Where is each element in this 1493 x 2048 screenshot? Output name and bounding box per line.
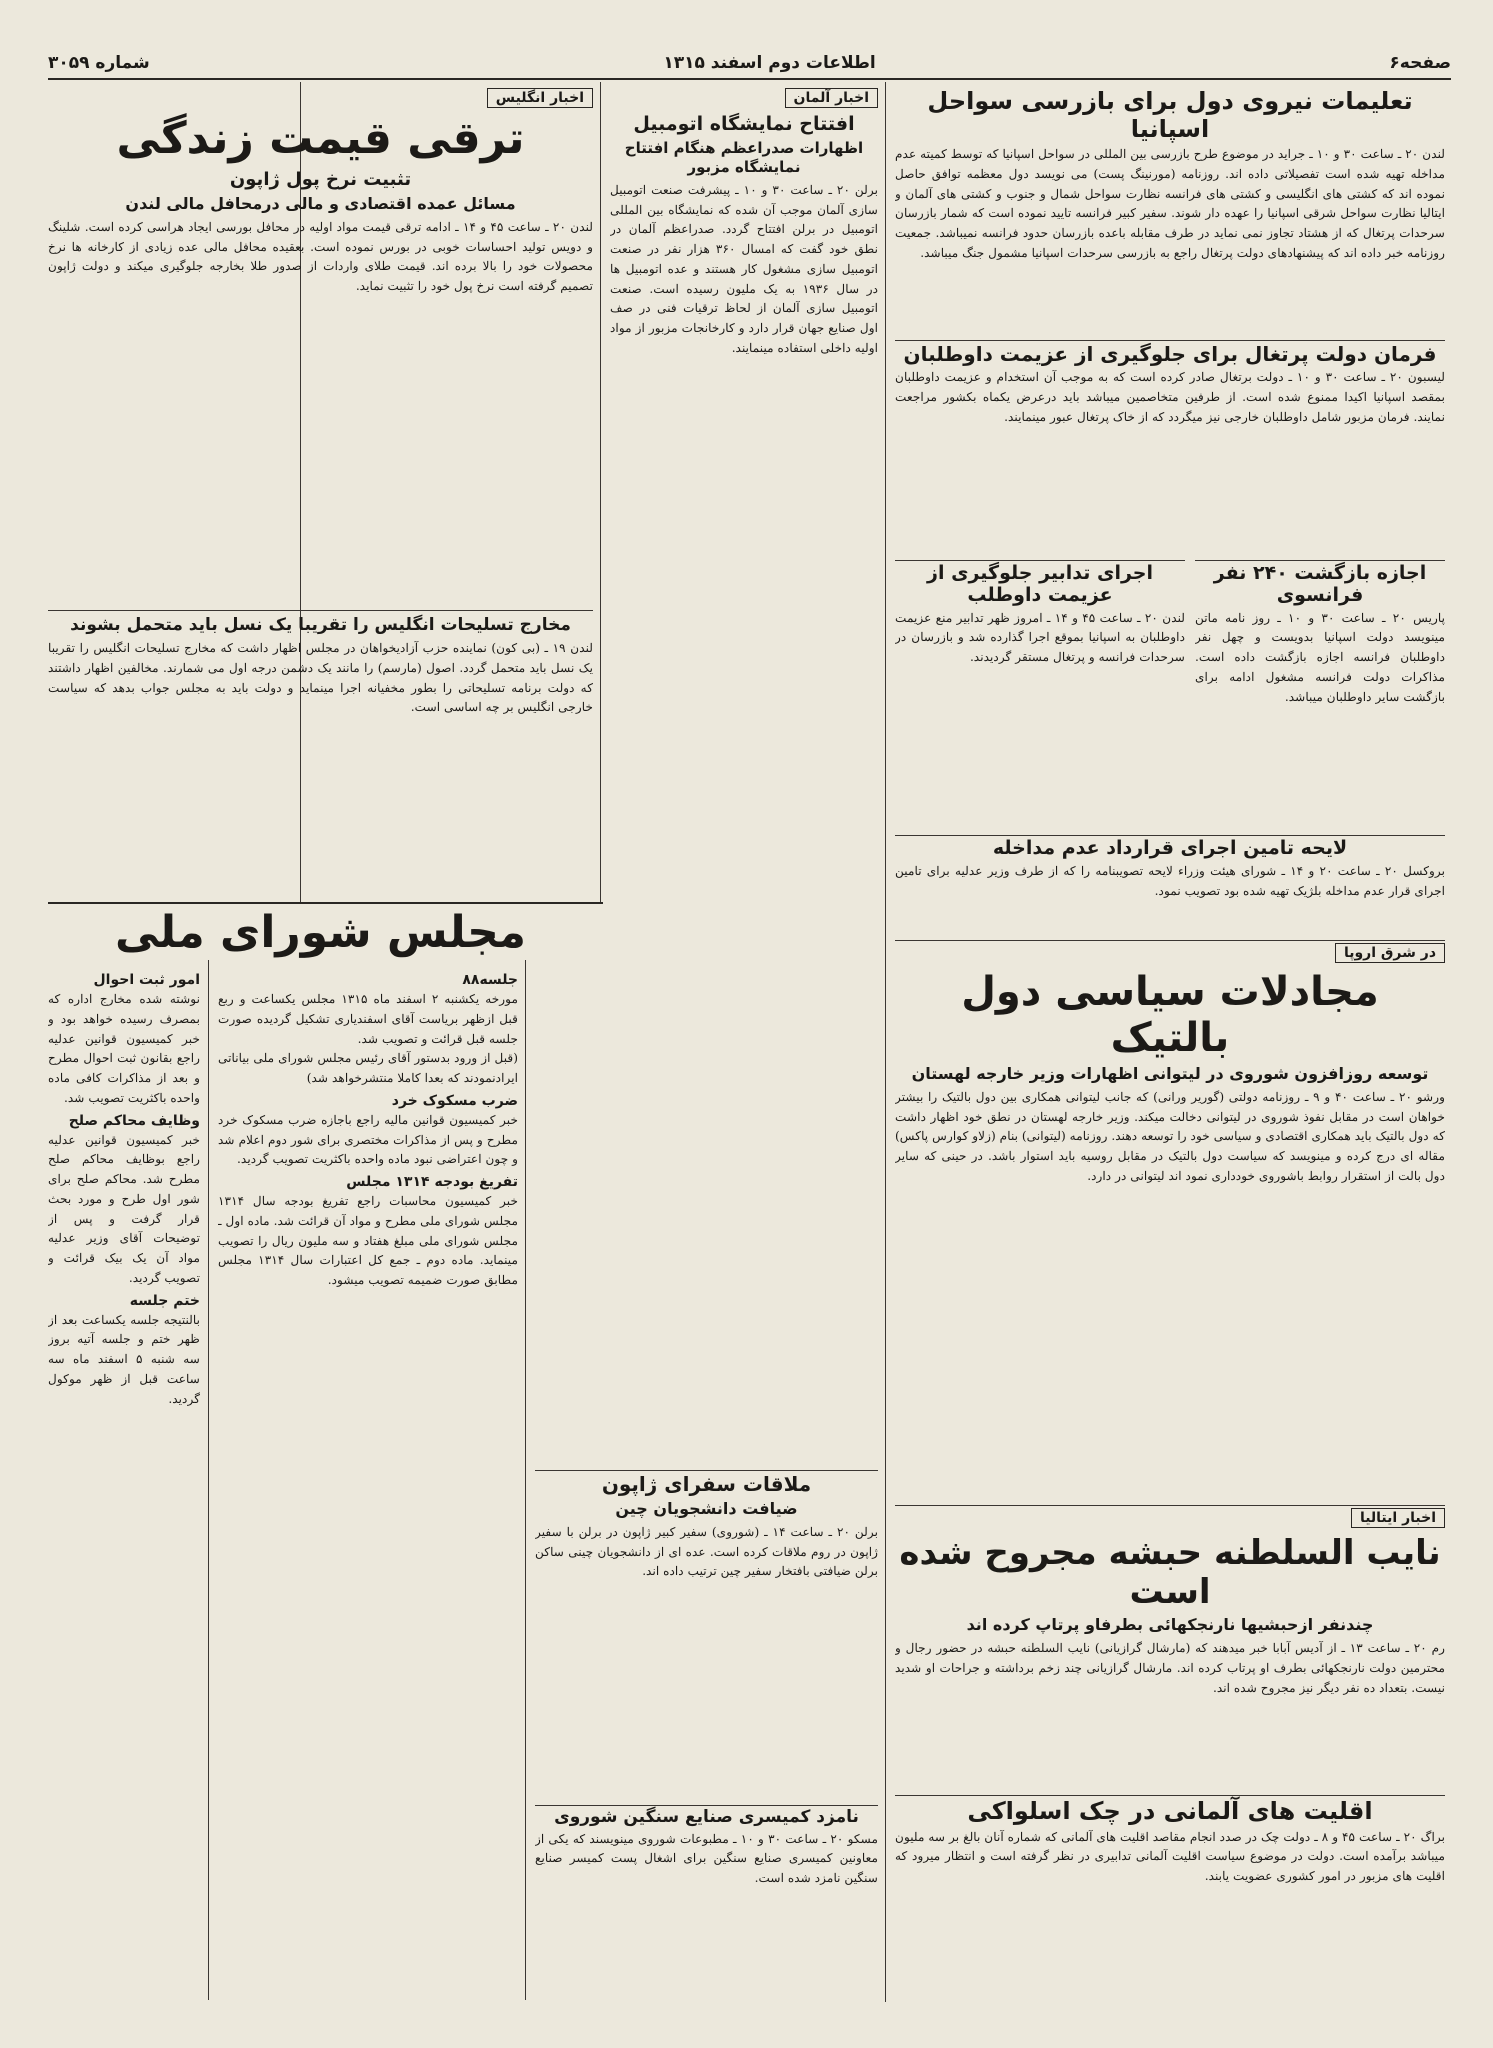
article-spain — [895, 86, 1445, 336]
article-body: ورشو ۲۰ ـ ساعت ۴۰ و ۹ ـ روزنامه دولتی (گوریر ورانی) که جانب لیتوانی همکاری بین دول بالتیک را بیشتر خواهان است در مقابل نفوذ شوروی در لیتوانی دخالت میکند. وزیر خارجه لهستان در نطق خود اظهار داشت که دول بالتیک باید همکاری اقتصادی و سیاسی خود را توسعه دهند. روزنامه (لیتوانی) بنام (زلاو کوارس پاکس) مقاله ای درج کرده و مینویسد که سیاست دول بالتیک در مقابل روسیه باید استوار باشد. در حینی که سایر دول بالت از استقرار روابط باشوروی خودداری نمود اند لیتوانی در دارد. — [895, 1089, 1445, 1183]
majlis-subhead-1: ضرب مسکوک خرد — [391, 1092, 518, 1109]
section-rule — [48, 902, 603, 904]
majlis-title: مجلس شورای ملی — [114, 907, 527, 958]
article-body: بروکسل ۲۰ ـ ساعت ۲۰ و ۱۴ ـ شورای هیئت وزراء لایحه تصویبنامه را که از طرف وزیر عدلیه برای تامین اجرای قرار عدم مداخله بلژیک تهیه شده بود تصویب نمود. — [895, 863, 1445, 898]
majlis-subhead-4: وظایف محاکم صلح — [68, 1112, 200, 1129]
article-title: افتتاح نمایشگاه اتومبیل — [633, 113, 855, 135]
article-czech — [895, 1795, 1445, 2001]
section-label-germany: اخبار آلمان — [785, 88, 878, 108]
article-subtitle: ضیافت دانشجویان چین — [615, 1499, 798, 1518]
article-title: مجادلات سیاسی دول بالتیک — [961, 969, 1379, 1061]
majlis-session: جلسه۸۸ — [462, 972, 518, 988]
article-soviet-industry — [535, 1805, 878, 2001]
article-subtitle: چندنفر ازحبشیها نارنجکهائی بطرفاو پرتاپ کرده اند — [966, 1615, 1374, 1635]
article-title: ملاقات سفرای ژاپون — [601, 1472, 812, 1496]
article-subtitle: تثبیت نرخ پول ژاپون — [229, 168, 412, 190]
page-header — [48, 48, 1451, 80]
majlis-body-6: بالنتیجه جلسه یکساعت بعد از ظهر ختم و جلسه آتیه بروز سه شنبه ۵ اسفند ماه سه ساعت قبل از ظهر موکول گردید. — [48, 1312, 200, 1406]
majlis-body-5: خبر کمیسیون قوانین عدلیه راجع بوظایف محاکم صلح مطرح شد. محاکم صلح برای شور اول طرح و مورد بحث قرار گرفت و پس از توضیحات آقای وزیر عدلیه مواد آن یک بیک قرائت و تصویب گردید. — [48, 1132, 200, 1285]
article-body: لندن ۲۰ ـ ساعت ۴۵ و ۱۴ ـ امروز ظهر تدابیر منع عزیمت داوطلبان به اسپانیا بموقع اجرا گذارده شد و بازرسان در سرحدات فرانسه و پرتغال مستقر گردیدند. — [895, 610, 1185, 665]
majlis-subhead-3: امور ثبت احوال — [93, 972, 200, 988]
article-armament — [48, 610, 593, 899]
article-title: اجازه بازگشت ۲۴۰ نفر فرانسوی — [1213, 562, 1427, 606]
article-title: ترقی قیمت زندگی — [116, 113, 525, 164]
column-rule — [600, 82, 601, 902]
article-body: لندن ۲۰ ـ ساعت ۳۰ و ۱۰ ـ جراید در موضوع طرح بازرسی بین المللی در سواحل اسپانیا که توسط کمیته عدم مداخله تهیه شده است تفصیلاتی داده اند. روزنامه (مورنینگ پست) می نویسد دول معظمه توافق حاصل نموده اند که کشتی های انگلیسی و کشتی های فرانسه نظارت سواحل شمال و جنوب و کشتی های آلمان و ایتالیا نظارت سواحل شرقی اسپانیا را عهده دار شوند. سفیر کبیر فرانسه تایید نموده است که شمار بازرسان سرحدات پرتغال که از هشتاد تجاوز نمی نماید در طرف مقابله باعده بازرسان حدود فرانسه نمیباشد. جمعیت روزنامه خبر داده اند که پیشنهادهای دولت پرتغال راجع به بازرسی سرحدات اسپانیا مشمول جنگ میباشد. — [895, 147, 1445, 261]
majlis-intro: مورخه یکشنبه ۲ اسفند ماه ۱۳۱۵ مجلس یکساعت و ربع قبل ازظهر بریاست آقای اسفندیاری تشکیل گردیده صورت جلسه قبل قرائت و تصویب شد. — [218, 992, 518, 1046]
column-rule — [525, 960, 526, 2000]
majlis-title-block — [48, 906, 593, 964]
article-japan-students — [535, 1470, 878, 1801]
article-title: تعلیمات نیروی دول برای بازرسی سواحل اسپانیا — [927, 87, 1413, 143]
article-title: اقلیت های آلمانی در چک اسلواکی — [967, 1797, 1373, 1825]
article-ethiopia — [895, 1505, 1445, 1791]
column-rule — [208, 960, 209, 2000]
section-label-england: اخبار انگلیس — [487, 88, 593, 108]
majlis-body-1: (قبل از ورود بدستور آقای رئیس مجلس شورای ملی بیاناتی ایرادنمودند که بعدا کاملا منتشرخواهد شد) — [218, 1051, 518, 1086]
article-france — [1195, 560, 1445, 831]
article-title: اجرای تدابیر جلوگیری از عزیمت داوطلب — [927, 562, 1153, 606]
article-body: لندن ۲۰ ـ ساعت ۴۵ و ۱۴ ـ ادامه ترقی قیمت مواد اولیه در محافل بورسی ایجاد هراسی کرده است. شلینگ و دویس تولید احساسات خوبی در بورس نموده است. بعقیده محافل مالی عده زیادی از کارخانه ها نرخ محصولات خود را بالا برده اند. قیمت طلای واردات از صدور طلا بخارجه جلوگیری میکند و دولت ژاپون تصمیم گرفته است نرخ پول خود را تثبیت نماید. — [48, 219, 593, 294]
article-body: برلن ۲۰ ـ ساعت ۳۰ و ۱۰ ـ پیشرفت صنعت اتومبیل سازی آلمان موجب آن شده که نمایشگاه بین المللی اتومبیل در برلن افتتاح گردد. صدراعظم آلمان در نطق خود گفت که امسال ۳۶۰ هزار نفر در صنعت اتومبیل سازی مشغول کار هستند و عده اتومبیل ها در سال ۱۹۳۶ به یک ملیون رسیده است. صنعت اتومبیل سازی آلمان از لحاظ ترقیات فنی در صف اول صنایع جهان قرار دارد و کارخانجات مزبور از مواد اولیه داخلی استفاده مینمایند. — [610, 182, 878, 355]
issue-number: شماره ۳۰۵۹ — [48, 53, 150, 73]
article-title: فرمان دولت پرتغال برای جلوگیری از عزیمت داوطلبان — [903, 342, 1437, 366]
majlis-subhead-5: ختم جلسه — [129, 1292, 200, 1309]
majlis-column-right — [218, 968, 518, 2000]
article-title: نامزد کمیسری صنایع سنگین شوروی — [554, 1807, 859, 1827]
article-body: پاریس ۲۰ ـ ساعت ۳۰ و ۱۰ ـ روز نامه ماتن مینویسد دولت اسپانیا بدویست و چهل نفر داوطلبان فرانسه اجازه بازگشت داده است. مذاکرات دولت فرانسه مشغول ادامه برای بازگشت سایر داوطلبان میباشد. — [1195, 610, 1445, 704]
article-title: لایحه تامین اجرای قرارداد عدم مداخله — [992, 837, 1348, 859]
article-title: نایب السلطنه حبشه مجروح شده است — [899, 1533, 1441, 1613]
article-title: مخارج تسلیحات انگلیس را تقریبا یک نسل باید متحمل بشوند — [70, 615, 571, 635]
article-body: رم ۲۰ ـ ساعت ۱۳ ـ از آدیس آبابا خبر میدهند که (مارشال گرازیانی) نایب السلطنه حبشه در حضور رجال و محترمین دولت نارنجکهائی بطرف او پرتاب کرده اند. مارشال گرازیانی چند زخم برداشته و جراحات او شدید نیست. بتعداد ده نفر دیگر نیز مجروح شده اند. — [895, 1640, 1445, 1695]
majlis-body-2: خبر کمیسیون قوانین مالیه راجع باجازه ضرب مسکوک خرد مطرح و پس از مذاکرات مختصری برای شور دوم اعلام شد و چون اعتراضی نبود ماده واحده باکثریت تصویب گردید. — [218, 1112, 518, 1167]
article-body: لندن ۱۹ ـ (بی کون) نماینده حزب آزادیخواهان در مجلس اظهار داشت که مخارج تسلیحات انگلیس را تقریبا یک نسل باید متحمل گردد. اصول (مارسم) را مانند یک دشمن درجه اول می شمارند. مخالفین اظهار داشتند که دولت برنامه تسلیحاتی را بطور مخفیانه اجرا مینماید و دولت باید به مجلس جواب بدهد که سیاست خارجی انگلیس بر چه اساسی است. — [48, 641, 593, 715]
majlis-column-left — [48, 968, 200, 2000]
article-body: مسکو ۲۰ ـ ساعت ۳۰ و ۱۰ ـ مطبوعات شوروی مینویسند که یکی از معاونین کمیسری صنایع سنگین برای اشغال پست کمیسر صنایع سنگین نامزد شده است. — [535, 1831, 878, 1886]
article-spain-measures — [895, 560, 1185, 831]
majlis-subhead-2: تفریغ بودجه ۱۳۱۴ مجلس — [346, 1174, 518, 1191]
article-baltic — [895, 940, 1445, 1501]
majlis-body-3: خبر کمیسیون محاسبات راجع تفریغ بودجه سال ۱۳۱۴ مجلس شورای ملی مطرح و مواد آن قرائت شد. ماده اول ـ مجلس شورای ملی مبلغ هفتاد و سه ملیون ریال را تصویب مینماید. ماده دوم ـ جمع کل اعتبارات سال ۱۳۱۴ مجلس مطابق صورت ضمیمه تصویب میشود. — [218, 1194, 518, 1288]
masthead-date: اطلاعات دوم اسفند ۱۳۱۵ — [663, 53, 876, 73]
article-body: برلن ۲۰ ـ ساعت ۱۴ ـ (شوروی) سفیر کبیر ژاپون در برلن با سفیر ژاپون در روم ملاقات کرده است. عده ای از دانشجویان چینی ساکن برلن ضیافتی بافتخار سفیر چین ترتیب داده اند. — [535, 1524, 878, 1579]
section-label-italy: اخبار ایتالیا — [1351, 1508, 1445, 1528]
article-subtitle-2: مسائل عمده اقتصادی و مالی درمحافل مالی لندن — [125, 193, 516, 213]
article-portugal — [895, 340, 1445, 556]
section-label-europe: در شرق اروپا — [1335, 943, 1445, 963]
page-label: صفحه۶ — [1389, 53, 1451, 73]
article-nonintervention — [895, 835, 1445, 936]
column-rule — [885, 82, 886, 2002]
article-body: لیسبون ۲۰ ـ ساعت ۳۰ و ۱۰ ـ دولت برتغال صادر کرده است که به موجب آن استخدام و عزیمت داوطلبان بمقصد اسپانیا اکیدا ممنوع شده است. از طرفین متخاصمین میباشد باید درعرض یکماه بکشور مراجعت نمایند. فرمان مزبور شامل داوطلبان خارجی نیز میگردد که از خاک پرتغال عبور مینمایند. — [895, 370, 1445, 424]
article-exhibition — [610, 86, 878, 986]
article-subtitle: اظهارات صدراعظم هنگام افتتاح نمایشگاه مزبور — [624, 138, 864, 177]
majlis-body-4: نوشته شده مخارج اداره که بمصرف رسیده خواهد بود و خبر کمیسیون قوانین عدلیه راجع بقانون ثبت احوال مطرح و بعد از مذاکرات کافی ماده واحده باکثریت تصویب شد. — [48, 992, 200, 1105]
article-subtitle: توسعه روزافزون شوروی در لیتوانی اظهارات وزیر خارجه لهستان — [911, 1064, 1429, 1083]
article-living-cost — [48, 86, 593, 606]
article-body: براگ ۲۰ ـ ساعت ۴۵ و ۸ ـ دولت چک در صدد انجام مقاصد اقلیت های آلمانی که شماره آنان بالغ بر سه ملیون میباشد برآمده است. دولت در موضوع سیاست اقلیت آلمانی تدابیری در نظر گرفته است و انتظار میرود که اقلیت های مزبور در امور کشوری عضویت یابند. — [895, 1829, 1445, 1884]
